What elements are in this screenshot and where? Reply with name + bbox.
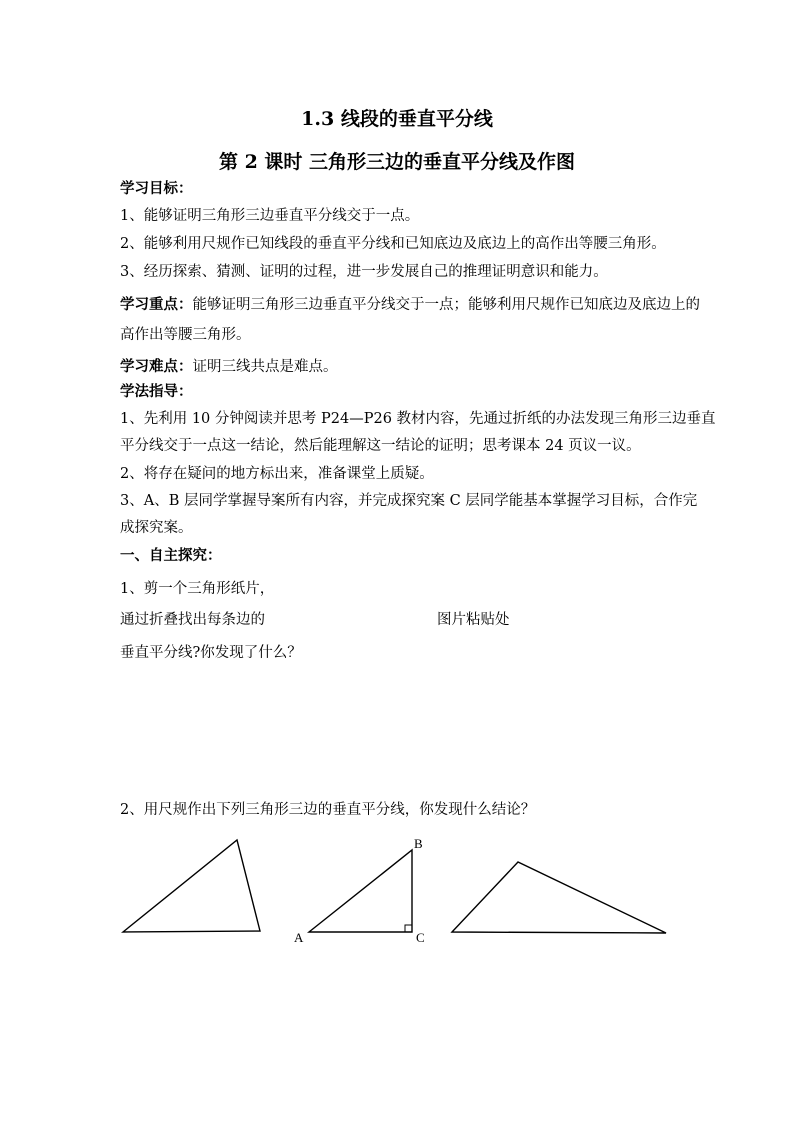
explore-q1: 1、剪一个三角形纸片， — [120, 581, 275, 597]
explore-heading: 一、自主探究： — [120, 547, 222, 564]
page-subtitle: 第 2 课时 三角形三边的垂直平分线及作图 — [218, 151, 576, 173]
explore-q2: 2、用尺规作出下列三角形三边的垂直平分线，你发现什么结论？ — [120, 802, 536, 818]
vertex-label-b: B — [414, 836, 423, 851]
vertex-label-c: C — [416, 930, 425, 945]
method-heading: 学法指导： — [120, 383, 193, 400]
page-title: 1.3 线段的垂直平分线 — [301, 108, 493, 130]
vertex-label-a: A — [294, 930, 304, 945]
right-triangle-abc — [309, 850, 412, 932]
goal-item-3: 3、经历探索、猜测、证明的过程，进一步发展自己的推理证明意识和能力。 — [120, 264, 608, 280]
difficulty-label: 学习难点： — [120, 358, 193, 375]
method-p3-line1: 3、A、B 层同学掌握导案所有内容，并完成探究案 C 层同学能基本掌握学习目标，合作完 — [120, 493, 698, 509]
method-p2: 2、将存在疑问的地方标出来，准备课堂上质疑。 — [120, 466, 434, 482]
goal-item-2: 2、能够利用尺规作已知线段的垂直平分线和已知底边及底边上的高作出等腰三角形。 — [120, 236, 666, 252]
key-label: 学习重点： — [120, 296, 193, 313]
key-line-2: 高作出等腰三角形。 — [120, 327, 251, 343]
explore-q1-line2: 通过折叠找出每条边的 — [120, 612, 265, 628]
method-p3-line2: 成探究案。 — [120, 520, 193, 536]
key-text: 能够证明三角形三边垂直平分线交于一点；能够利用尺规作已知底边及底边上的 — [192, 297, 700, 313]
right-angle-marker — [405, 925, 412, 932]
method-p1-line2: 平分线交于一点这一结论，然后能理解这一结论的证明；思考课本 24 页议一议。 — [120, 438, 641, 454]
explore-q1-line3: 垂直平分线?你发现了什么？ — [120, 645, 302, 661]
acute-triangle — [123, 840, 260, 932]
obtuse-triangle — [452, 862, 666, 933]
image-paste-area-label: 图片粘贴处 — [437, 612, 510, 628]
goals-heading: 学习目标： — [120, 180, 193, 197]
goal-item-1: 1、能够证明三角形三边垂直平分线交于一点。 — [120, 208, 420, 224]
method-p1-line1: 1、先利用 10 分钟阅读并思考 P24—P26 教材内容，先通过折纸的办法发现三角形三边垂直 — [120, 411, 716, 427]
difficulty-text: 证明三线共点是难点。 — [192, 359, 338, 375]
